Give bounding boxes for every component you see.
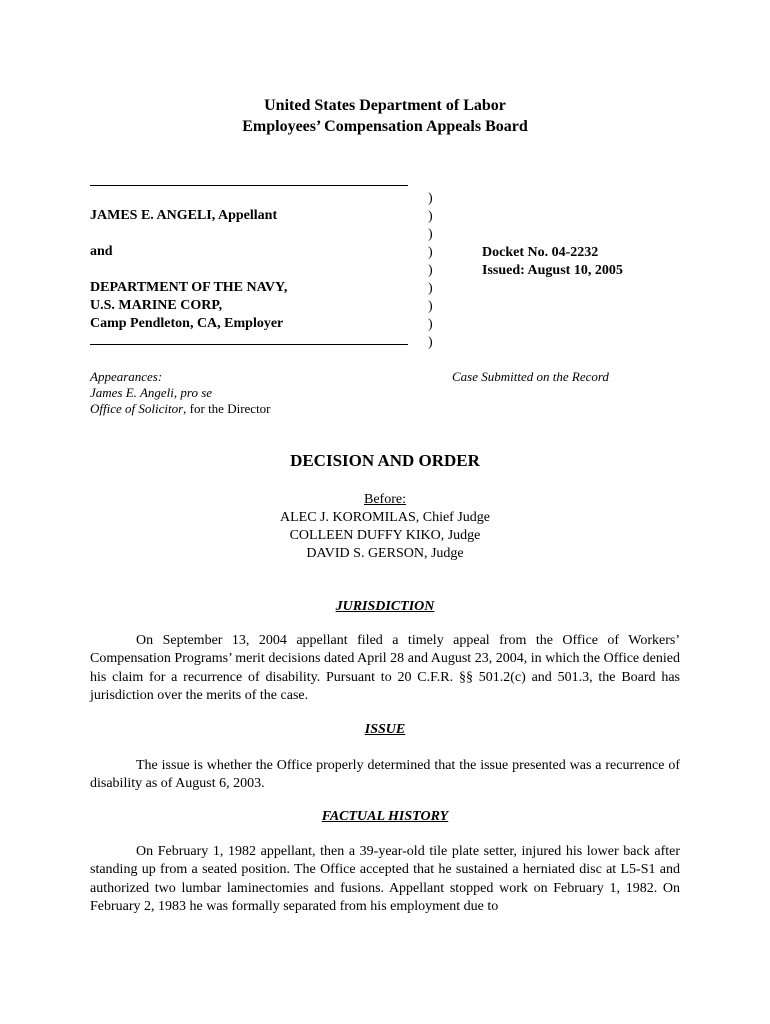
decision-title: DECISION AND ORDER xyxy=(290,451,480,470)
employer-line-2: U.S. MARINE CORP, xyxy=(90,298,223,313)
caption-bottom-rule xyxy=(90,344,408,345)
appellant-name: JAMES E. ANGELI, Appellant xyxy=(90,208,278,223)
caption-paren-1: ) xyxy=(428,191,433,206)
agency-name: United States Department of Labor xyxy=(264,97,506,114)
director-rep-office: Office of Solicitor xyxy=(90,401,184,416)
employer-line-1: DEPARTMENT OF THE NAVY, xyxy=(90,280,288,295)
employer-line-3: Camp Pendleton, CA, Employer xyxy=(90,316,284,331)
issued-date: Issued: August 10, 2005 xyxy=(482,263,623,278)
caption-paren-2: ) xyxy=(428,209,433,224)
caption-paren-8: ) xyxy=(428,317,433,332)
before-label: Before: xyxy=(364,492,406,507)
issue-paragraph: The issue is whether the Office properly determined that the issue presented was a recurrence of disability as of August 6, 2003. xyxy=(90,758,680,792)
issue-heading: ISSUE xyxy=(364,722,406,737)
caption-paren-7: ) xyxy=(428,299,433,314)
judge-1: ALEC J. KOROMILAS, Chief Judge xyxy=(280,510,490,525)
caption-paren-3: ) xyxy=(428,227,433,242)
caption-paren-4: ) xyxy=(428,245,433,260)
caption-paren-5: ) xyxy=(428,263,433,278)
factual-history-paragraph: On February 1, 1982 appellant, then a 39-year-old tile plate setter, injured his lower back after standing up from a seated position. The Office accepted that he sustained a herniated disc at L5-S1 and authorized two lumbar laminectomies and fusions. Appellant stopped work on February 1, 1982. On February 2, 1983 he was formally separated from his employment due to xyxy=(90,844,680,914)
judge-3: DAVID S. GERSON, Judge xyxy=(306,546,464,561)
appellant-representative: James E. Angeli, pro se xyxy=(90,385,213,400)
jurisdiction-heading: JURISDICTION xyxy=(335,599,435,614)
caption-paren-9: ) xyxy=(428,335,433,350)
appearances-label: Appearances: xyxy=(90,369,163,384)
caption-paren-6: ) xyxy=(428,281,433,296)
judge-2: COLLEEN DUFFY KIKO, Judge xyxy=(289,528,481,543)
director-rep-role: , for the Director xyxy=(183,401,271,416)
caption-and: and xyxy=(90,244,113,259)
caption-top-rule xyxy=(90,185,408,186)
director-representative xyxy=(90,401,271,417)
docket-number: Docket No. 04-2232 xyxy=(482,245,599,260)
board-name: Employees’ Compensation Appeals Board xyxy=(242,118,528,135)
case-submitted-note: Case Submitted on the Record xyxy=(452,369,609,384)
factual-history-heading: FACTUAL HISTORY xyxy=(321,809,449,824)
jurisdiction-paragraph: On September 13, 2004 appellant filed a timely appeal from the Office of Workers’ Compensation Programs’ merit decisions dated April 28 and August 23, 2004, in which the Office denied his claim for a recurrence of disability. Pursuant to 20 C.F.R. §§ 501.2(c) and 501.3, the Board has jurisdiction over the merits of the case. xyxy=(90,633,680,703)
